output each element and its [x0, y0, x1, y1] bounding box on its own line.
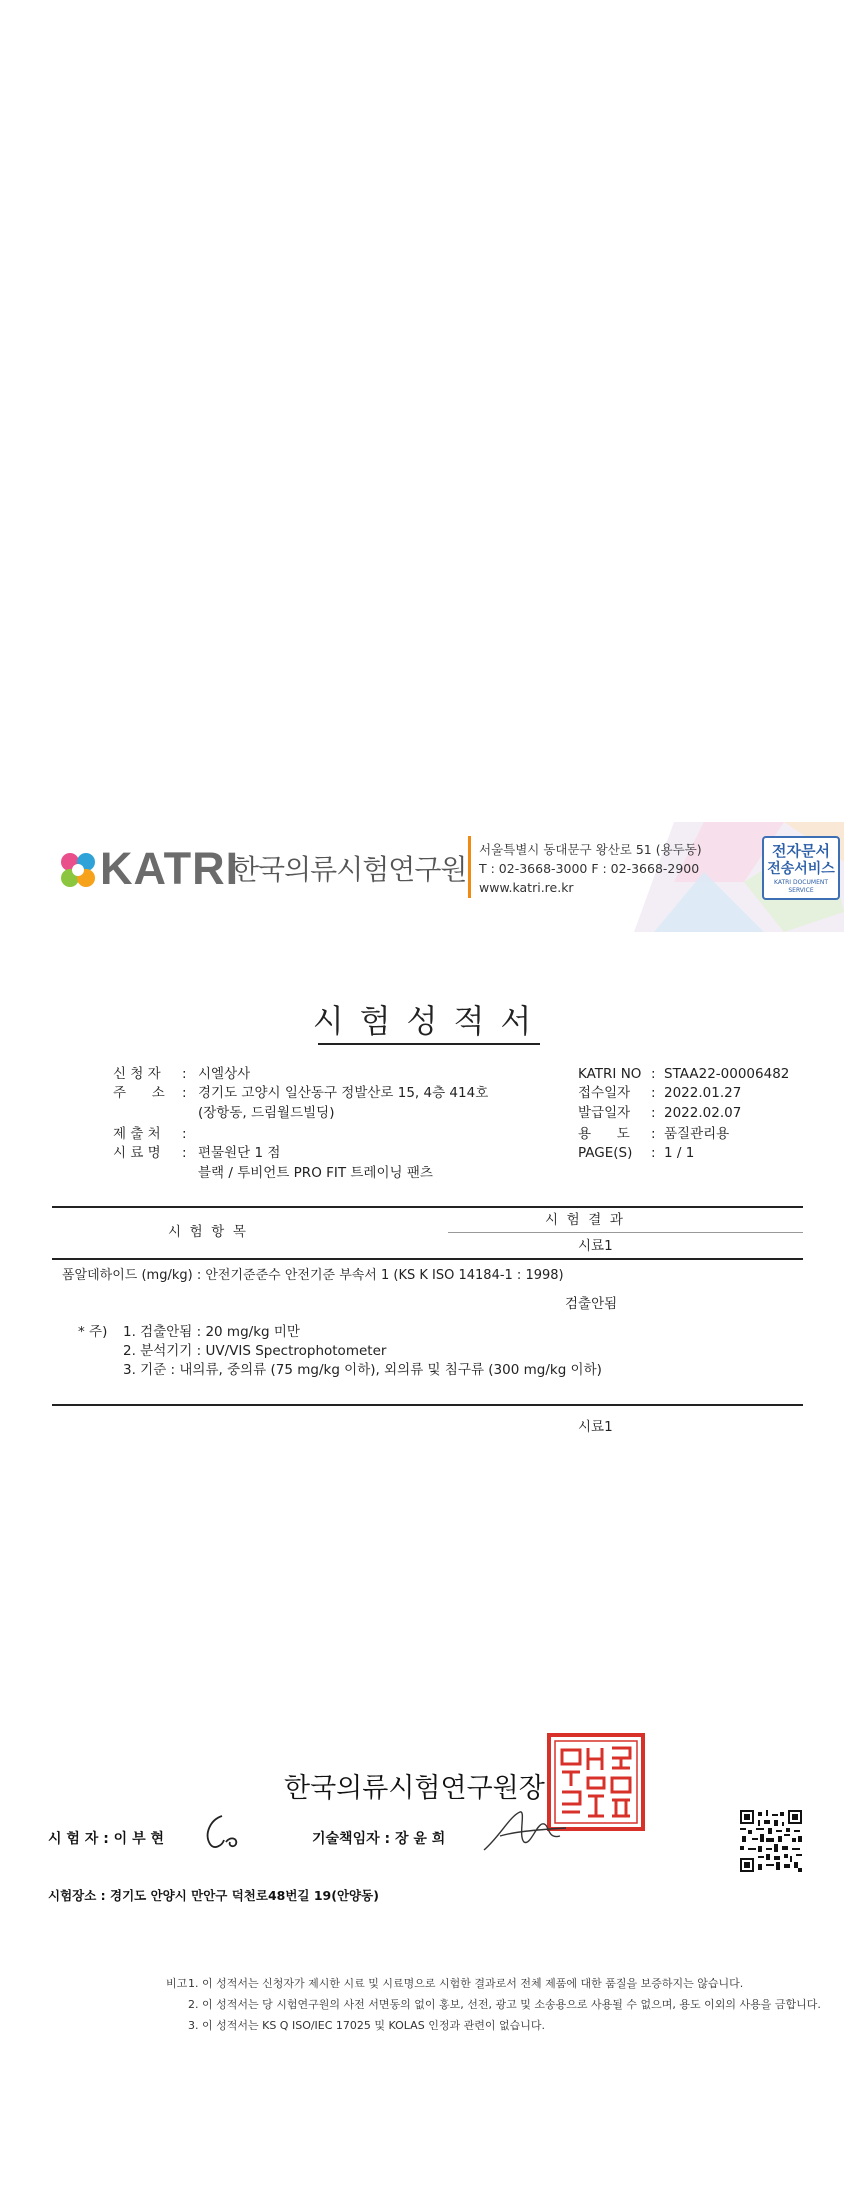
test-location: 시험장소 : 경기도 안양시 만안구 덕천로48번길 19(안양동): [48, 1888, 379, 1903]
address-label: 주 소: [113, 1085, 165, 1101]
result-header-rule: [448, 1232, 803, 1233]
applicant-label: 신 청 자: [113, 1066, 161, 1082]
header-divider: [468, 836, 471, 898]
header-contact: [479, 840, 702, 897]
logo-korean-name: 한국의류시험연구원: [232, 853, 467, 886]
applicant-value: 시엘상사: [198, 1066, 251, 1082]
header-phone: T : 02-3668-3000 F : 02-3668-2900: [479, 861, 700, 876]
remark-2: 2. 이 성적서는 당 시험연구원의 사전 서면동의 없이 홍보, 선전, 광고 및 소송용으로 사용될 수 없으며, 용도 이외의 사용을 금합니다.: [188, 1998, 821, 2011]
issue-date-label: 발급일자: [578, 1105, 631, 1121]
submit-colon: :: [182, 1126, 187, 1142]
item-header: 시 험 항 목: [168, 1224, 246, 1240]
katri-logo-icon: [58, 850, 98, 890]
applicant-colon: :: [182, 1066, 187, 1082]
footer-sample-label: 시료1: [578, 1419, 613, 1435]
result-header: 시 험 결 과: [545, 1212, 623, 1228]
katri-no-colon: :: [651, 1066, 656, 1082]
note-3: 3. 기준 : 내의류, 중의류 (75 mg/kg 이하), 외의류 및 침구류 (300 mg/kg 이하): [123, 1362, 602, 1378]
note-1: 1. 검출안됨 : 20 mg/kg 미만: [123, 1324, 300, 1340]
organization-name: 한국의류시험연구원장: [284, 1773, 545, 1804]
page-value: 1 / 1: [664, 1145, 695, 1161]
document-title: 시험성적서: [312, 1002, 548, 1040]
header-website[interactable]: www.katri.re.kr: [479, 880, 574, 895]
tester-label: 시 험 자 : 이 부 현: [48, 1831, 164, 1847]
address-value-2: (장항동, 드림월드빌딩): [198, 1105, 335, 1121]
receipt-date-label: 접수일자: [578, 1085, 631, 1101]
usage-value: 품질관리용: [664, 1126, 730, 1142]
issue-date-colon: :: [651, 1105, 656, 1121]
table-header-rule: [52, 1258, 803, 1260]
address-colon: :: [182, 1085, 187, 1101]
issue-date-value: 2022.02.07: [664, 1105, 742, 1121]
sample-value-2: 블랙 / 투비언트 PRO FIT 트레이닝 팬츠: [198, 1165, 433, 1181]
page-colon: :: [651, 1145, 656, 1161]
note-2: 2. 분석기기 : UV/VIS Spectrophotometer: [123, 1343, 387, 1359]
remark-3: 3. 이 성적서는 KS Q ISO/IEC 17025 및 KOLAS 인정과 관련이 없습니다.: [188, 2019, 545, 2032]
receipt-date-colon: :: [651, 1085, 656, 1101]
test-result: 검출안됨: [565, 1296, 618, 1312]
remarks-lead: 비고: [166, 1977, 188, 1990]
receipt-date-value: 2022.01.27: [664, 1085, 742, 1101]
usage-colon: :: [651, 1126, 656, 1142]
remark-1: 1. 이 성적서는 신청자가 제시한 시료 및 시료명으로 시험한 결과로서 전체 제품에 대한 품질을 보증하지는 않습니다.: [188, 1977, 744, 1990]
sample-colon: :: [182, 1145, 187, 1161]
katri-no-value: STAA22-00006482: [664, 1066, 790, 1082]
badge-line2: 전송서비스: [767, 861, 835, 877]
katri-no-label: KATRI NO: [578, 1066, 642, 1082]
tester-signature-icon: [200, 1812, 244, 1852]
edoc-service-badge: [762, 836, 840, 900]
note-marker: * 주): [78, 1324, 108, 1340]
sample-value: 편물원단 1 점: [198, 1145, 281, 1161]
table-bottom-rule: [52, 1404, 803, 1406]
badge-line3: KATRI DOCUMENT SERVICE: [773, 879, 829, 894]
sample-label: 시 료 명: [113, 1145, 161, 1161]
test-item: 폼알데하이드 (mg/kg) : 안전기준준수 안전기준 부속서 1 (KS K ISO 14184-1 : 1998): [62, 1268, 564, 1283]
table-top-rule: [52, 1206, 803, 1208]
title-underline: [318, 1043, 540, 1045]
qr-code-icon[interactable]: [740, 1810, 802, 1872]
page-label: PAGE(S): [578, 1145, 633, 1161]
logo-text: KATRI: [100, 843, 240, 894]
address-value: 경기도 고양시 일산동구 정발산로 15, 4층 414호: [198, 1085, 489, 1101]
tech-manager-label: 기술책임자 : 장 윤 희: [312, 1831, 446, 1847]
header-address: 서울특별시 동대문구 왕산로 51 (용두동): [479, 842, 702, 857]
tech-manager-signature-icon: [480, 1806, 570, 1856]
submit-label: 제 출 처: [113, 1126, 161, 1142]
usage-label: 용 도: [578, 1126, 630, 1142]
sample-column-header: 시료1: [578, 1238, 613, 1254]
badge-line1: 전자문서: [772, 842, 830, 860]
